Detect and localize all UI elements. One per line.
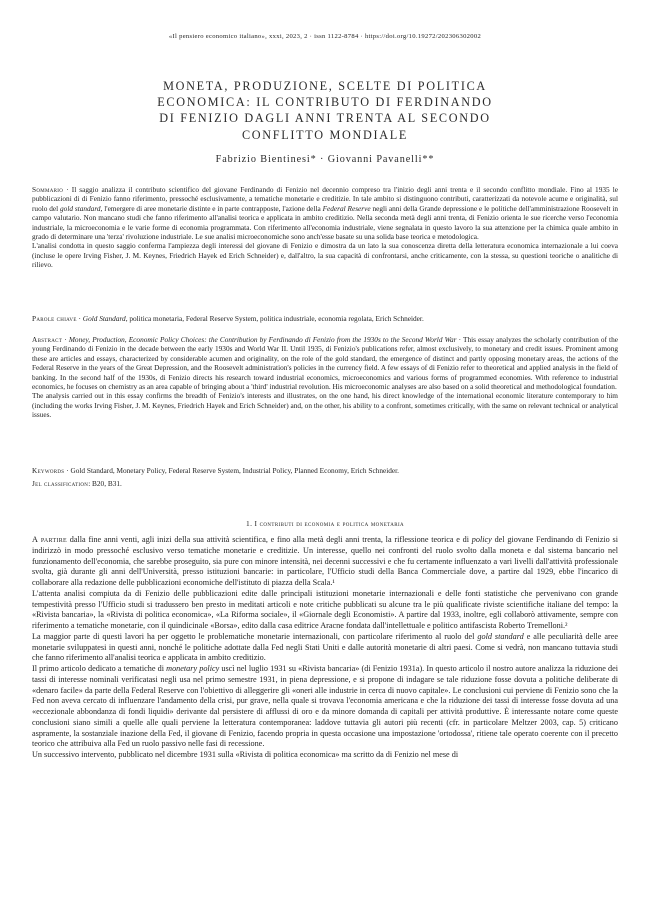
parole-chiave-first: Gold Standard — [82, 314, 126, 323]
section-title: 1. I contributi di economia e politica monetaria — [245, 519, 405, 528]
parole-chiave-text: , politica monetaria, Federal Reserve System, politica industriale, economia regolata, Erich Schneider. — [125, 314, 424, 323]
title-line: DI FENIZIO DAGLI ANNI TRENTA AL SECONDO — [159, 111, 491, 126]
abstract-label: Abstract — [32, 335, 63, 344]
body-span: e alle peculiarità delle aree monetarie sviluppatesi in questi anni, nonché le politiche adottate dalla Fed negli Stati Uniti e dalle autorità monetarie di altri paesi. Come si vedrà, non mancano tuttavia studi che fanno riferimento all'analisi teorica e applicata in ambito creditizio. — [32, 631, 619, 663]
abstract-title: Money, Production, Economic Policy Choices: the Contribution by Ferdinando di Fenizio from the 1930s to the Second World War — [68, 335, 457, 344]
body-text — [32, 535, 618, 761]
jel-text: : B20, B31. — [88, 479, 122, 488]
sommario-text: negli anni della Grande depressione e le politiche dell'amministrazione Roosevelt in campo valutario. Non mancano studi che fanno riferimento all'analisi teorica e applicata in ambito creditizio. Nella seconda metà degli anni trenta, di Fenizio orienta le sue ricerche verso l'economia industriale, la microeconomia e le varie forme di economia programmata. Con riferimento all'economia industriale, viene segnalata in questo lavoro la sua attenzione per la chimica quale ambito in grado di determinare una 'terza' rivoluzione industriale. Le sue analisi microeconomiche sono anch'esse basate su una solida base teorica e metodologica. — [32, 203, 619, 242]
body-italic: monetary policy — [166, 664, 220, 673]
parole-chiave: Parole chiave · Gold Standard, politica monetaria, Federal Reserve System, politica industriale, economia regolata, Erich Schneider. — [32, 314, 424, 323]
abstract-paragraph: Abstract · Money, Production, Economic Policy Choices: the Contribution by Ferdinando di Fenizio from the 1930s to the Second World War · This essay analyzes the scholarly contribution of the young Ferdinando di Fenizio in the decade between the early 1930s and World War II. Until 1935, di Fenizio's publications refer, almost exclusively, to monetary and credit issues. Prominent among these are articles and essays, characterized by considerable acumen and originality, on the role of the gold standard, the emergence of distinct and partly opposing monetary areas, the actions of the Federal Reserve in the years of the Great Depression, and the Roosevelt administration's policies in the currency field. A few essays of di Fenizio refer to theoretical and applied analysis in the field of banking. In the second half of the 1930s, di Fenizio directs his research toward industrial economics, microeconomics and various forms of programmed economies. With reference to industrial economics, he focuses on chemistry as an area capable of bringing about a 'third' industrial revolution. His microeconomic analyses are also based on a solid theoretical and methodological foundation. — [32, 335, 618, 392]
sommario-paragraph: L'analisi condotta in questo saggio conferma l'ampiezza degli interessi del giovane di Fenizio e dimostra da un lato la sua conoscenza diretta della letteratura economica internazionale a lui coeva (incluse le opere Irving Fisher, J. M. Keynes, Friedrich Hayek ed Erich Schneider) e, dall'altro, la sua capacità di confrontarsi, anche criticamente, con la stessa, su questioni teoriche o analitiche di rilievo. — [32, 241, 618, 270]
body-italic: gold standard — [477, 631, 524, 641]
body-paragraph: L'attenta analisi compiuta da di Fenizio delle pubblicazioni edite dalle principali istituzioni monetarie internazionali e delle fonti statistiche che pervenivano con grande tempestività presso l'Ufficio studi si tradussero ben presto in meditati articoli e note critiche pubblicati su alcune tra le più qualificate riviste scientifiche italiane del tempo: la «Rivista bancaria», la «Rivista di politica economica», «La Riforma sociale», il «Giornale degli Economisti». A partire dal 1933, inoltre, egli collaborò attivamente, sempre con riferimento a tematiche monetarie, con il quindicinale «Borsa», edito dalla casa editrice Aracne fondata dall'intellettuale e politico antifascista Roberto Tremelloni.² — [32, 588, 618, 630]
body-paragraph — [32, 632, 618, 664]
title-line: ECONOMICA: IL CONTRIBUTO DI FERDINANDO — [157, 95, 493, 110]
abstract-paragraph: The analysis carried out in this essay confirms the breadth of Fenizio's interests and illustrates, on the one hand, his direct knowledge of the international economic literature contemporary to him (including the works Irving Fisher, J. M. Keynes, Friedrich Hayek and Erich Schneider) and, on the other, his ability to a confront, sometimes critically, with the same on relevant technical or analytical issues. — [32, 391, 618, 420]
abstract-block — [32, 335, 618, 420]
keywords — [32, 466, 618, 475]
abstract-text: · This essay analyzes the scholarly contribution of the young Ferdinando di Fenizio in the decade between the early 1930s and World War II. Until 1935, di Fenizio's publications refer, almost exclusively, to monetary and credit issues. Prominent among these are articles and essays, characterized by considerable acumen and originality, on the role of the gold standard, the emergence of distinct and partly opposing monetary areas, the actions of the Federal Reserve in the years of the Great Depression, and the Roosevelt administration's policies in the currency field. A few essays of di Fenizio refer to theoretical and applied analysis in the field of banking. In the second half of the 1930s, di Fenizio directs his research toward industrial economics, microeconomics and various forms of programmed economies. With reference to industrial economics, he focuses on chemistry as an area capable of bringing about a 'third' industrial revolution. His microeconomic analyses are also based on a solid theoretical and methodological foundation. — [32, 335, 618, 392]
sommario-paragraph — [32, 185, 618, 241]
body-span: La maggior parte di questi lavori ha per oggetto le problematiche monetarie internazionali, con particolare riferimento al ruolo del — [32, 631, 475, 641]
title-line: CONFLITTO MONDIALE — [241, 127, 409, 142]
parole-chiave-label: Parole chiave — [32, 314, 77, 323]
sommario-gold-standard: gold standard — [60, 203, 101, 213]
body-span: Il primo articolo dedicato a tematiche di — [32, 664, 165, 673]
body-span: uscì nel luglio 1931 su «Rivista bancaria» (di Fenizio 1931a). In questo articolo il nostro autore analizza la riduzione dei tassi di interesse nominali verificatasi negli usa nel primo semestre 1931, in piena depressione, e si propone di indagare se tale riduzione fosse dovuta a politiche deliberate di «denaro facile» da parte della Federal Reserve con l'obiettivo di alleggerire gli «oneri alle industrie in cerca di nuovo capitale». Le conclusioni cui perviene di Fenizio sono che la Fed non aveva cercato di influenzare l'andamento della crisi, pur grave, nella quale si trovava l'economia americana e che la riduzione dei tassi di interesse fosse dovuta ad una «eccezionale abbondanza di fondi liquidi» derivante dal persistere di afflussi di oro e da minore domanda di capitali per attività produttive. È interessante notare come queste conclusioni siano simili a quelle alle quali perviene la letteratura contemporanea: laddove tuttavia gli autori più recenti (cfr. in particolare Meltzer 2003, cap. 5) criticano aspramente, la sostanziale inazione della Fed, il giovane di Fenizio, facendo propria in questa occasione una impostazione 'ortodossa', ritiene tale operato coerente con il precetto teorico che attribuiva alla Fed un ruolo passivo nelle fasi di recessione. — [32, 664, 619, 749]
sommario-text: , l'emergere di aree monetarie distinte e in parte contrapposte, l'azione della — [100, 203, 321, 213]
body-span: del giovane Ferdinando di Fenizio si indirizzò in modo pressoché esclusivo verso tematiche monetarie e creditizie. Un interesse, quello nei confronti del ruolo svolto dalla moneta e dal sistema bancario nel funzionamento dell'economia, che sarebbe proseguito, sia pure con minore intensità, nei decenni successivi e che fu certamente influenzato a vari livelli dall'attività professionale svolta, già durante gli anni dell'Università, presso istituzioni bancarie: in particolare, l'Ufficio studi della Banca Commerciale dove, a partire dal 1929, ebbe l'incarico di collaborare alla redazione delle pubblicazioni economiche dell'istituto di piazza della Scala.¹ — [32, 535, 618, 587]
sommario-federal-reserve: Federal Reserve — [322, 203, 371, 213]
body-paragraph — [32, 664, 618, 750]
body-paragraph — [32, 535, 618, 589]
article-title — [60, 78, 590, 143]
authors: Fabrizio Bientinesi* · Giovanni Pavanelli** — [215, 154, 435, 165]
sommario-block — [32, 185, 618, 270]
keywords-label: Keywords — [32, 466, 65, 475]
journal-header: «Il pensiero economico italiano», xxxi, 2023, 2 · issn 1122-8784 · https://doi.org/10.19272/202306302002 — [168, 33, 482, 40]
jel-label: Jel classification — [32, 479, 89, 488]
body-italic: policy — [471, 535, 492, 544]
keywords-text: · Gold Standard, Monetary Policy, Federal Reserve System, Industrial Policy, Planned Economy, Erich Schneider. — [66, 466, 399, 475]
sommario-label: Sommario — [32, 185, 64, 194]
body-span: dalla fine anni venti, agli inizi della sua attività scientifica, e fino alla metà degli anni trenta, la riflessione teorica e di — [69, 535, 470, 544]
title-line: MONETA, PRODUZIONE, SCELTE DI POLITICA — [163, 79, 487, 93]
body-lead: A partire — [32, 535, 68, 544]
sommario-text: · Il saggio analizza il contributo scientifico del giovane Ferdinando di Fenizio nel decennio compreso tra l'inizio degli anni trenta e il secondo conflitto mondiale. Fino al 1935 le pubblicazioni di di Fenizio fanno riferimento, pressoché esclusivamente, a tematiche monetarie e creditizie. In tale ambito si distinguono contributi, caratterizzati da notevole acume e originalità, sul ruolo del — [32, 185, 618, 213]
body-paragraph: Un successivo intervento, pubblicato nel dicembre 1931 sulla «Rivista di politica economica» ma scritto da di Fenizio nel mese di — [32, 750, 459, 759]
jel-classification — [32, 479, 618, 488]
